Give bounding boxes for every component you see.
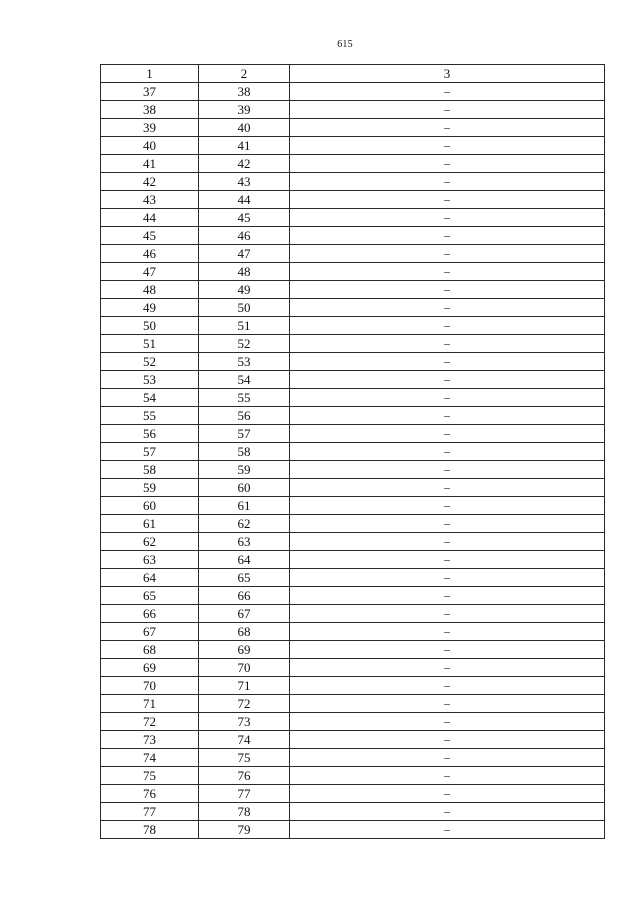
table-cell-col-1: 54 xyxy=(101,389,199,407)
table-cell-col-2: 71 xyxy=(199,677,290,695)
table-cell-col-3: – xyxy=(290,785,605,803)
table-cell-col-2: 56 xyxy=(199,407,290,425)
table-cell-col-2: 59 xyxy=(199,461,290,479)
table-cell-col-1: 65 xyxy=(101,587,199,605)
table-cell-col-2: 67 xyxy=(199,605,290,623)
table-cell-col-2: 74 xyxy=(199,731,290,749)
table-cell-col-1: 49 xyxy=(101,299,199,317)
table-cell-col-1: 44 xyxy=(101,209,199,227)
column-header-2: 2 xyxy=(199,65,290,83)
table-cell-col-3: – xyxy=(290,209,605,227)
table-row xyxy=(101,371,605,389)
table-cell-col-1: 60 xyxy=(101,497,199,515)
table-cell-col-3: – xyxy=(290,767,605,785)
table-cell-col-3: – xyxy=(290,317,605,335)
table-cell-col-1: 58 xyxy=(101,461,199,479)
table-row xyxy=(101,353,605,371)
table-cell-col-2: 41 xyxy=(199,137,290,155)
table-row xyxy=(101,173,605,191)
table-cell-col-3: – xyxy=(290,749,605,767)
table-cell-col-2: 60 xyxy=(199,479,290,497)
table-cell-col-1: 68 xyxy=(101,641,199,659)
table-cell-col-1: 39 xyxy=(101,119,199,137)
table-cell-col-2: 53 xyxy=(199,353,290,371)
table-row xyxy=(101,227,605,245)
table-header xyxy=(101,65,605,83)
table-cell-col-2: 52 xyxy=(199,335,290,353)
table-cell-col-1: 56 xyxy=(101,425,199,443)
table-cell-col-3: – xyxy=(290,83,605,101)
table-cell-col-3: – xyxy=(290,155,605,173)
table-cell-col-2: 55 xyxy=(199,389,290,407)
table-cell-col-3: – xyxy=(290,443,605,461)
table-cell-col-3: – xyxy=(290,587,605,605)
table-cell-col-3: – xyxy=(290,623,605,641)
data-table xyxy=(100,64,605,839)
table-cell-col-1: 67 xyxy=(101,623,199,641)
table-cell-col-1: 51 xyxy=(101,335,199,353)
table-cell-col-3: – xyxy=(290,479,605,497)
table-cell-col-2: 65 xyxy=(199,569,290,587)
table-cell-col-1: 61 xyxy=(101,515,199,533)
table-cell-col-3: – xyxy=(290,731,605,749)
table-row xyxy=(101,659,605,677)
table-row xyxy=(101,587,605,605)
table-cell-col-3: – xyxy=(290,515,605,533)
table-row xyxy=(101,641,605,659)
table-row xyxy=(101,533,605,551)
table-row xyxy=(101,299,605,317)
table-cell-col-2: 66 xyxy=(199,587,290,605)
table-row xyxy=(101,389,605,407)
table-cell-col-1: 76 xyxy=(101,785,199,803)
table-cell-col-3: – xyxy=(290,605,605,623)
table-row xyxy=(101,767,605,785)
table-row xyxy=(101,263,605,281)
table-row xyxy=(101,515,605,533)
column-header-1: 1 xyxy=(101,65,199,83)
table-cell-col-2: 77 xyxy=(199,785,290,803)
table-cell-col-2: 51 xyxy=(199,317,290,335)
table-row xyxy=(101,335,605,353)
table-cell-col-2: 42 xyxy=(199,155,290,173)
table-cell-col-2: 68 xyxy=(199,623,290,641)
table-cell-col-1: 41 xyxy=(101,155,199,173)
table-cell-col-2: 39 xyxy=(199,101,290,119)
table-cell-col-3: – xyxy=(290,353,605,371)
table-row xyxy=(101,569,605,587)
table-cell-col-1: 38 xyxy=(101,101,199,119)
table-cell-col-2: 69 xyxy=(199,641,290,659)
table-cell-col-2: 62 xyxy=(199,515,290,533)
table-row xyxy=(101,101,605,119)
table-row xyxy=(101,155,605,173)
table-cell-col-1: 75 xyxy=(101,767,199,785)
table-row xyxy=(101,245,605,263)
table-cell-col-1: 64 xyxy=(101,569,199,587)
table-cell-col-1: 52 xyxy=(101,353,199,371)
table-cell-col-2: 46 xyxy=(199,227,290,245)
table-cell-col-3: – xyxy=(290,119,605,137)
table-cell-col-3: – xyxy=(290,137,605,155)
table-cell-col-2: 54 xyxy=(199,371,290,389)
table-cell-col-3: – xyxy=(290,677,605,695)
table-cell-col-3: – xyxy=(290,533,605,551)
table-cell-col-1: 45 xyxy=(101,227,199,245)
table-cell-col-1: 71 xyxy=(101,695,199,713)
table-cell-col-1: 74 xyxy=(101,749,199,767)
column-header-3: 3 xyxy=(290,65,605,83)
table-row xyxy=(101,749,605,767)
table-cell-col-3: – xyxy=(290,371,605,389)
table-cell-col-1: 66 xyxy=(101,605,199,623)
table-cell-col-1: 42 xyxy=(101,173,199,191)
table-cell-col-3: – xyxy=(290,497,605,515)
table-row xyxy=(101,209,605,227)
table-body xyxy=(101,83,605,839)
table-row xyxy=(101,803,605,821)
table-row xyxy=(101,407,605,425)
table-cell-col-2: 63 xyxy=(199,533,290,551)
table-row xyxy=(101,281,605,299)
table-cell-col-1: 62 xyxy=(101,533,199,551)
table-cell-col-1: 47 xyxy=(101,263,199,281)
table-row xyxy=(101,785,605,803)
table-cell-col-3: – xyxy=(290,695,605,713)
table-cell-col-2: 75 xyxy=(199,749,290,767)
table-cell-col-1: 55 xyxy=(101,407,199,425)
table-cell-col-3: – xyxy=(290,299,605,317)
header-row xyxy=(101,65,605,83)
table-cell-col-3: – xyxy=(290,173,605,191)
table-cell-col-1: 50 xyxy=(101,317,199,335)
table-cell-col-3: – xyxy=(290,551,605,569)
table-row xyxy=(101,677,605,695)
table-cell-col-2: 76 xyxy=(199,767,290,785)
table-row xyxy=(101,479,605,497)
table-row xyxy=(101,461,605,479)
table-cell-col-2: 45 xyxy=(199,209,290,227)
table-row xyxy=(101,317,605,335)
table-cell-col-1: 72 xyxy=(101,713,199,731)
table-cell-col-3: – xyxy=(290,335,605,353)
table-cell-col-2: 48 xyxy=(199,263,290,281)
table-cell-col-3: – xyxy=(290,263,605,281)
table-cell-col-1: 57 xyxy=(101,443,199,461)
table-row xyxy=(101,137,605,155)
table-cell-col-1: 73 xyxy=(101,731,199,749)
table-cell-col-2: 70 xyxy=(199,659,290,677)
table-row xyxy=(101,605,605,623)
table-cell-col-1: 78 xyxy=(101,821,199,839)
table-row xyxy=(101,713,605,731)
table-cell-col-1: 37 xyxy=(101,83,199,101)
table-cell-col-1: 77 xyxy=(101,803,199,821)
table-cell-col-3: – xyxy=(290,641,605,659)
table-cell-col-1: 53 xyxy=(101,371,199,389)
table-cell-col-3: – xyxy=(290,389,605,407)
table-row xyxy=(101,695,605,713)
table-cell-col-1: 70 xyxy=(101,677,199,695)
table-cell-col-1: 46 xyxy=(101,245,199,263)
table-cell-col-3: – xyxy=(290,461,605,479)
table-cell-col-2: 57 xyxy=(199,425,290,443)
table-cell-col-3: – xyxy=(290,281,605,299)
table-cell-col-2: 79 xyxy=(199,821,290,839)
table-cell-col-2: 43 xyxy=(199,173,290,191)
table-cell-col-2: 73 xyxy=(199,713,290,731)
table-cell-col-3: – xyxy=(290,713,605,731)
table-cell-col-3: – xyxy=(290,101,605,119)
table-cell-col-3: – xyxy=(290,425,605,443)
table-cell-col-1: 48 xyxy=(101,281,199,299)
table-cell-col-2: 40 xyxy=(199,119,290,137)
table-cell-col-3: – xyxy=(290,821,605,839)
table-cell-col-2: 72 xyxy=(199,695,290,713)
table-row xyxy=(101,623,605,641)
table-row xyxy=(101,497,605,515)
table-cell-col-2: 38 xyxy=(199,83,290,101)
table-cell-col-1: 59 xyxy=(101,479,199,497)
table-cell-col-2: 49 xyxy=(199,281,290,299)
table-cell-col-1: 43 xyxy=(101,191,199,209)
table-cell-col-2: 44 xyxy=(199,191,290,209)
table-cell-col-2: 47 xyxy=(199,245,290,263)
table-row xyxy=(101,443,605,461)
table-row xyxy=(101,83,605,101)
table-row xyxy=(101,821,605,839)
table-cell-col-1: 69 xyxy=(101,659,199,677)
table-row xyxy=(101,731,605,749)
table-cell-col-2: 58 xyxy=(199,443,290,461)
table-cell-col-2: 61 xyxy=(199,497,290,515)
page-number: 615 xyxy=(337,39,353,50)
table-cell-col-3: – xyxy=(290,569,605,587)
table-cell-col-1: 40 xyxy=(101,137,199,155)
table-cell-col-2: 78 xyxy=(199,803,290,821)
table-cell-col-3: – xyxy=(290,191,605,209)
table-cell-col-3: – xyxy=(290,659,605,677)
table-cell-col-2: 50 xyxy=(199,299,290,317)
table-cell-col-1: 63 xyxy=(101,551,199,569)
table-cell-col-3: – xyxy=(290,803,605,821)
table-cell-col-3: – xyxy=(290,245,605,263)
table-cell-col-2: 64 xyxy=(199,551,290,569)
table-row xyxy=(101,119,605,137)
table-row xyxy=(101,425,605,443)
table-cell-col-3: – xyxy=(290,227,605,245)
table-row xyxy=(101,191,605,209)
table-cell-col-3: – xyxy=(290,407,605,425)
table-row xyxy=(101,551,605,569)
